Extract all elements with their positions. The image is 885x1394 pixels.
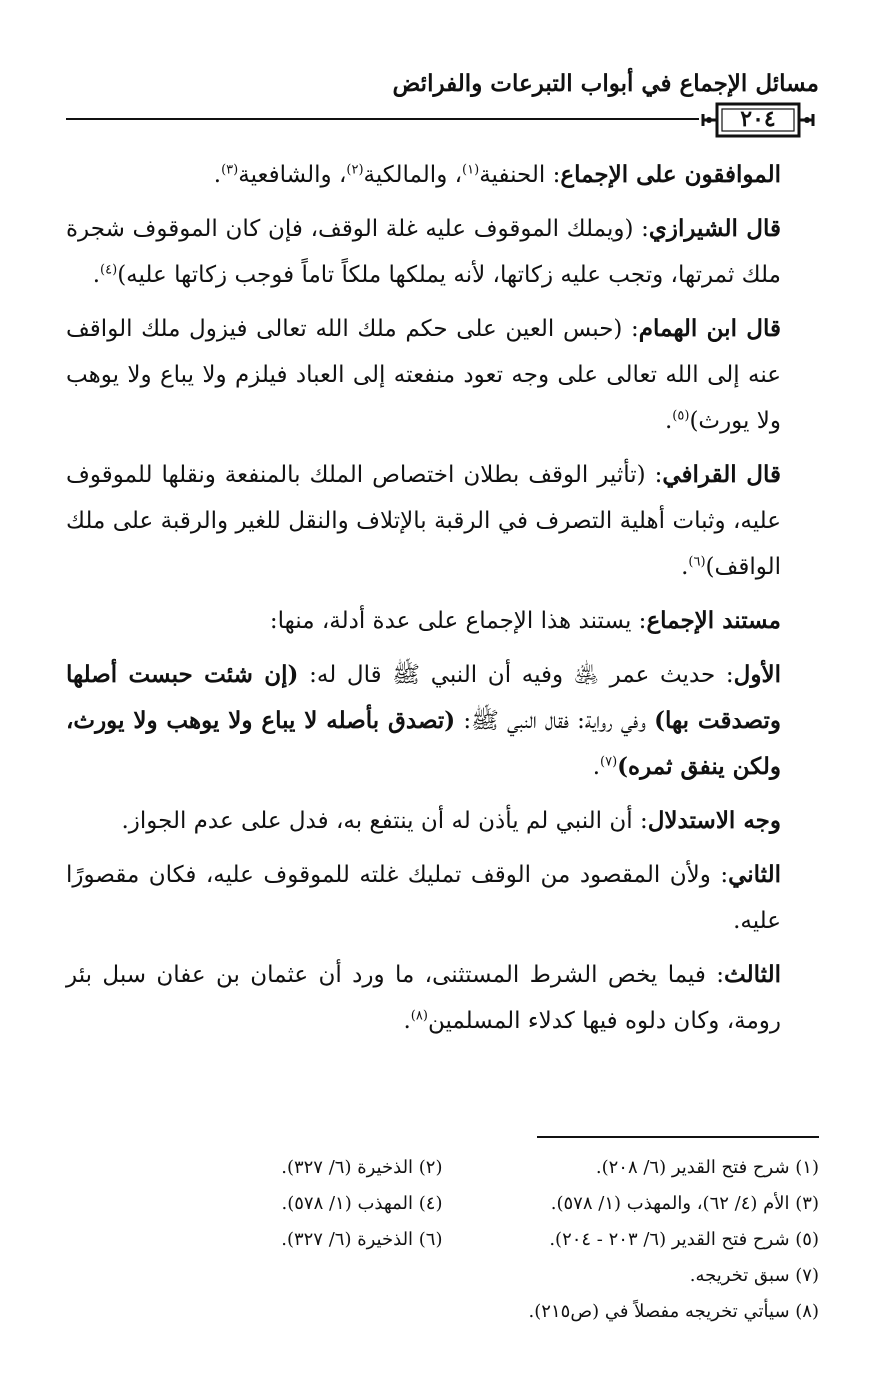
paragraph-second: [66, 852, 819, 944]
footnote: (٥) شرح فتح القدير (٦/ ٢٠٣ - ٢٠٤).: [549, 1229, 819, 1250]
text: .: [592, 754, 601, 780]
text: ، والشافعية: [238, 162, 347, 188]
footnote: (٦) الذخيرة (٦/ ٣٢٧).: [281, 1229, 443, 1250]
text: : (ويملك الموقوف عليه غلة الوقف، فإن كان الموقوف شجرة ملك ثمرتها، وتجب عليه زكاتها، لأنه يملكها ملكاً تاماً فوجب زكاتها عليه): [66, 216, 781, 288]
footnote-ref: (٧): [600, 754, 618, 770]
text: : الحنفية: [479, 162, 561, 188]
paragraph-inference: [66, 798, 819, 844]
running-title: مسائل الإجماع في أبواب التبرعات والفرائض: [392, 70, 819, 97]
footnote: (١) شرح فتح القدير (٦/ ٢٠٨).: [595, 1157, 819, 1178]
footnote-row: [66, 1186, 819, 1222]
text: وفي رواية: فقال النبي ﷺ:: [455, 708, 655, 734]
heading-agreeing: الموافقون على الإجماع: [560, 161, 781, 188]
text: ، والمالكية: [363, 162, 463, 188]
heading-first: الأول: [733, 661, 781, 688]
footnote-ref: (٢): [346, 162, 364, 178]
heading-shirazi: قال الشيرازي: [648, 215, 781, 242]
footnote: (٢) الذخيرة (٦/ ٣٢٧).: [281, 1157, 443, 1178]
hadith-quote: (إن شئت حبست أصلها وتصدقت بها): [66, 661, 782, 734]
paragraph-ibn-humam: [66, 306, 819, 444]
heading-evidence: مستند الإجماع: [646, 607, 781, 634]
text: : حديث عمر ﵁ وفيه أن النبي ﷺ قال له:: [298, 662, 734, 688]
footnote-rule: [537, 1136, 819, 1138]
paragraph-agreeing-schools: [66, 152, 819, 198]
footnote-row: [66, 1150, 819, 1186]
paragraph-evidence: [66, 598, 819, 644]
heading-third: الثالث: [724, 961, 781, 988]
text: .: [213, 162, 222, 188]
text: .: [92, 262, 101, 288]
heading-ibn-humam: قال ابن الهمام: [638, 315, 781, 342]
paragraph-shirazi: [66, 206, 819, 298]
text: .: [403, 1008, 411, 1034]
heading-qarafi: قال القرافي: [662, 461, 781, 488]
footnote-ref: (٦): [688, 554, 706, 570]
heading-second: الثاني: [728, 861, 781, 888]
footnote: (٣) الأم (٤/ ٦٢)، والمهذب (١/ ٥٧٨).: [550, 1193, 819, 1214]
heading-inference: وجه الاستدلال: [647, 807, 781, 834]
text: : فيما يخص الشرط المستثنى، ما ورد أن عثمان بن عفان سبل بئر رومة، وكان دلوه فيها كدلاء المسلمين: [66, 962, 781, 1034]
text: .: [664, 408, 673, 434]
page-number-ornament: [699, 100, 817, 140]
page-number: ٢٠٤: [740, 106, 776, 132]
main-text: [66, 152, 819, 1052]
text: : يستند هذا الإجماع على عدة أدلة، منها:: [269, 608, 647, 634]
footnote-ref: (١): [462, 162, 480, 178]
text: : ولأن المقصود من الوقف تمليك غلته للموقوف عليه، فكان مقصورًا عليه.: [66, 862, 781, 934]
footnote-ref: (٣): [221, 162, 239, 178]
text: .: [681, 554, 689, 580]
hadith-quote: (تصدق بأصله لا يباع ولا يوهب ولا يورث، ولكن ينفق ثمره): [66, 707, 781, 780]
paragraph-first: [66, 652, 819, 790]
text: : (تأثير الوقف بطلان اختصاص الملك بالمنفعة ونقلها للموقوف عليه، وثبات أهلية التصرف في الرقبة بالإتلاف والنقل للغير والرقبة على ملك الواقف): [66, 462, 781, 580]
footnote: (٧) سبق تخريجه.: [689, 1265, 819, 1286]
paragraph-third: [66, 952, 819, 1044]
footnote-ref: (٨): [410, 1008, 428, 1024]
footnotes: [66, 1150, 819, 1330]
header-rule: [66, 118, 699, 120]
footnote-row: [66, 1222, 819, 1258]
footnote-ref: (٤): [100, 262, 118, 278]
text: : أن النبي لم يأذن له أن ينتفع به، فدل على عدم الجواز.: [121, 808, 648, 834]
footnote-ref: (٥): [672, 408, 690, 424]
footnote: (٨) سيأتي تخريجه مفصلاً في (ص٢١٥).: [528, 1301, 819, 1322]
text: : (حبس العين على حكم ملك الله تعالى فيزول ملك الواقف عنه إلى الله تعالى على وجه تعود منفعته إلى العباد فيلزم ولا يباع ولا يوهب ولا يورث): [66, 316, 781, 434]
footnote: (٤) المهذب (١/ ٥٧٨).: [281, 1193, 443, 1214]
paragraph-qarafi: [66, 452, 819, 590]
